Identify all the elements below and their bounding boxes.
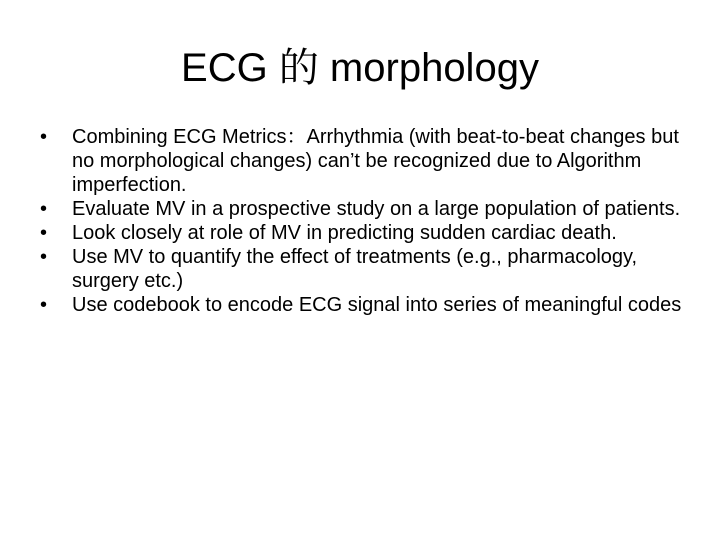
bullet-marker: • [40, 198, 48, 220]
bullet-marker: • [40, 126, 48, 148]
bullet-marker: • [40, 246, 48, 268]
bullet-marker: • [40, 222, 48, 244]
bullet-item [36, 293, 696, 317]
bullet-list [36, 125, 696, 317]
bullet-text: Use codebook to encode ECG signal into series of meaningful codes [72, 294, 682, 316]
bullet-marker: • [40, 294, 48, 316]
bullet-text: Look closely at role of MV in predicting sudden cardiac death. [72, 222, 617, 244]
bullet-item [36, 125, 696, 197]
bullet-text: Evaluate MV in a prospective study on a large population of patients. [72, 198, 681, 220]
bullet-text: Combining ECG Metrics：Arrhythmia (with beat-to-beat changes but no morphological changes) can’t be recognized due to Algorithm imperfection. [72, 126, 679, 196]
bullet-item [36, 221, 696, 245]
slide-title: ECG 的 morphology [181, 46, 539, 90]
bullet-item [36, 245, 696, 293]
bullet-text: Use MV to quantify the effect of treatments (e.g., pharmacology, surgery etc.) [72, 246, 638, 292]
bullet-item [36, 197, 696, 221]
